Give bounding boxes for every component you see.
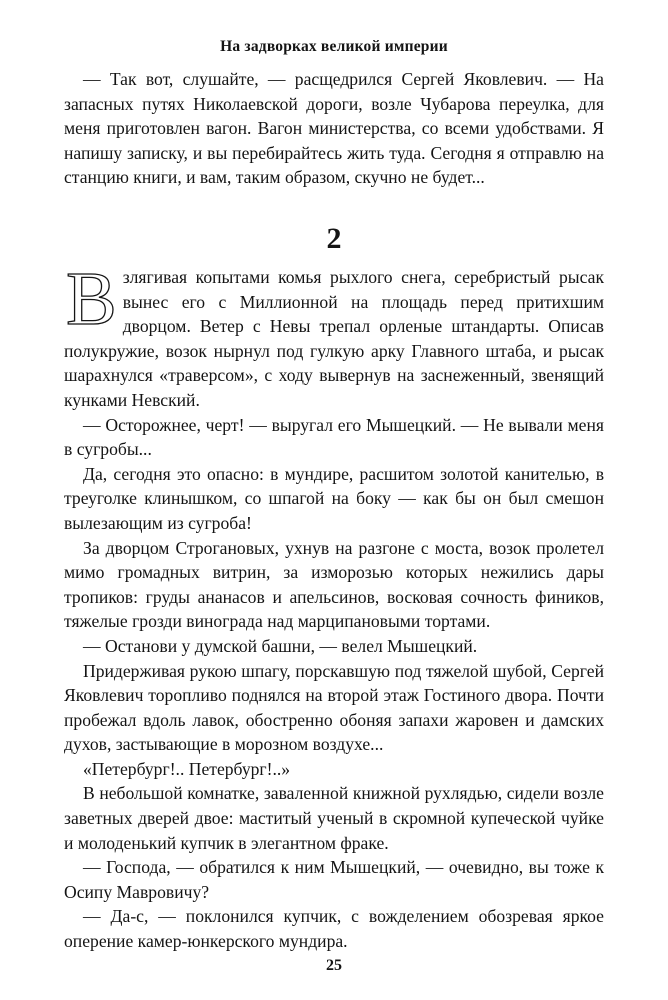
running-header: На задворках великой империи	[220, 38, 448, 55]
chapter-text-block	[64, 257, 604, 954]
intro-text-block	[64, 67, 604, 190]
paragraph: Да, сегодня это опасно: в мундире, расшитом золотой канителью, в треуголке клинышком, со шпагой на боку — как бы он был смешон вылезающим из сугроба!	[64, 463, 604, 533]
intro-paragraph: — Так вот, слушайте, — расщедрился Сергей Яковлевич. — На запасных путях Николаевской дороги, возле Чубарова переулка, для меня приготовлен вагон. Вагон министерства, со всеми удобствами. Я напишу записку, и вы перебирайтесь жить туда. Сегодня я отправлю на станцию книги, и вам, таким образом, скучно не будет...	[64, 69, 604, 188]
chapter-number: 2	[326, 222, 342, 255]
paragraph: — Господа, — обратился к ним Мышецкий, — очевидно, вы тоже к Осипу Мавровичу?	[64, 857, 604, 902]
paragraph: — Да-с, — поклонился купчик, с вожделением обозревая яркое оперение камер-юнкерского мундира.	[64, 906, 604, 952]
first-paragraph-text: злягивая копытами комья рыхлого снега, серебристый рысак вынес его с Миллионной на площадь перед притихшим дворцом. Ветер с Невы трепал орленые штандарты. Описав полукружие, возок нырнул под гулкую арку Главного штаба, и рысак шарахнулся «траверсом», с ходу вывернув на заснеженный, звенящий кунками Невский.	[64, 267, 604, 410]
drop-cap: В	[66, 257, 117, 341]
paragraph: — Осторожнее, черт! — выругал его Мышецкий. — Не вывали меня в сугробы...	[64, 414, 604, 460]
paragraph: «Петербург!.. Петербург!..»	[83, 758, 291, 779]
paragraph: В небольшой комнатке, заваленной книжной рухлядью, сидели возле заветных дверей двое: маститый ученый в скромной купеческой чуйке и молоденький купчик в элегантном фраке.	[64, 783, 604, 853]
paragraph: — Останови у думской башни, — велел Мышецкий.	[83, 635, 478, 656]
chapter-first-paragraph	[64, 257, 604, 413]
paragraph: Придерживая рукою шпагу, порскавшую под тяжелой шубой, Сергей Яковлевич торопливо поднялся на второй этаж Гостиного двора. Почти пробежал вдоль лавок, обостренно обоняя запахи жаровен и дамских духов, застывающие в морозном воздухе...	[64, 660, 604, 755]
paragraph: За дворцом Строгановых, ухнув на разгоне с моста, возок пролетел мимо громадных витрин, за изморозью которых нежились дары тропиков: груды ананасов и апельсинов, восковая сочность фиников, тяжелые грозди винограда над марципановыми тортами.	[64, 537, 604, 632]
page-number: 25	[326, 957, 342, 974]
